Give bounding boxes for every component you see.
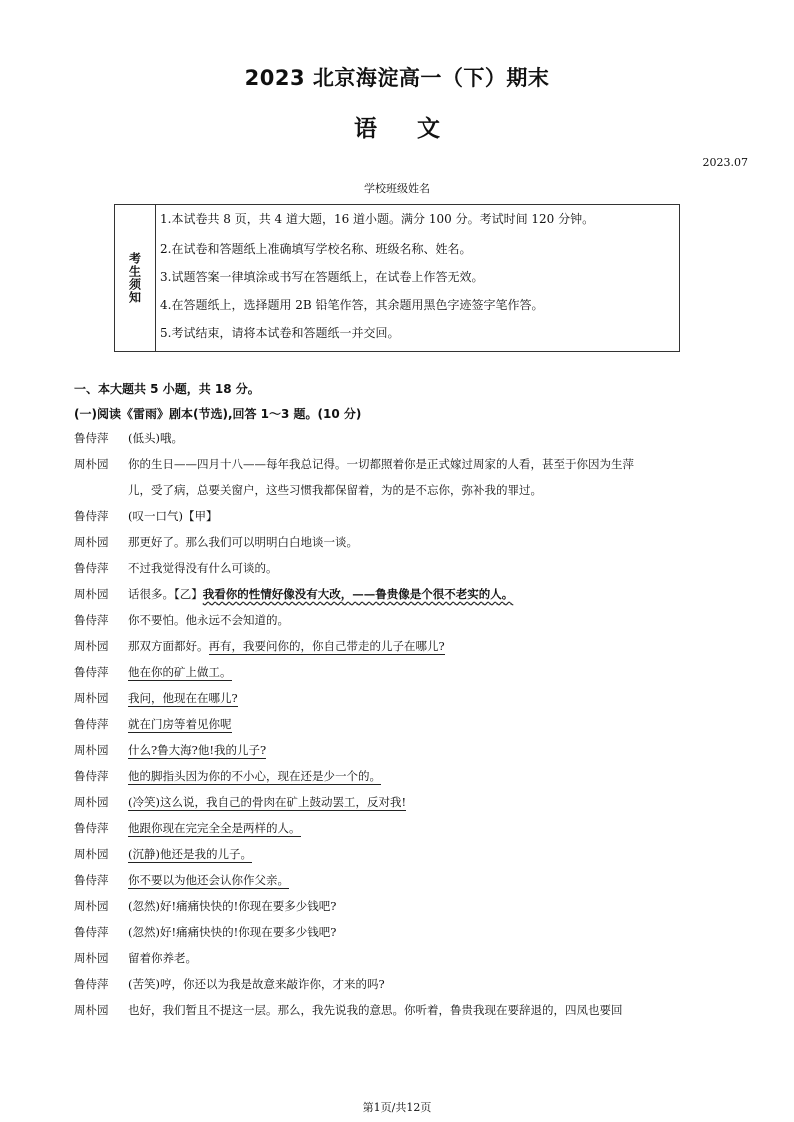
- speaker: 鲁侍萍: [74, 977, 109, 991]
- dialogue-line: [74, 870, 734, 896]
- underlined-text: 就在门房等着见你呢: [128, 717, 232, 731]
- line-text: [128, 792, 734, 818]
- speaker: 周朴园: [74, 951, 109, 965]
- line-text: 不过我觉得没有什么可谈的。: [128, 561, 278, 575]
- exam-notice-box: [114, 204, 680, 352]
- underlined-text: (沉静)他还是我的儿子。: [128, 847, 252, 861]
- line-text: [128, 870, 734, 896]
- dialogue-line: [74, 818, 734, 844]
- speaker: 鲁侍萍: [74, 509, 109, 523]
- line-text: [128, 688, 734, 714]
- speaker: 周朴园: [74, 743, 109, 757]
- line-text: [128, 662, 734, 688]
- line-text: 留着你养老。: [128, 951, 197, 965]
- line-text: (低头)哦。: [128, 431, 183, 445]
- line-text: (叹一口气)【甲】: [128, 509, 218, 523]
- dialogue-line: [74, 584, 734, 610]
- line-text: [128, 740, 734, 766]
- notice-heading: 考生须知: [127, 252, 142, 304]
- speaker: 鲁侍萍: [74, 821, 109, 835]
- dialogue-line: [74, 792, 734, 818]
- dialogue-line: [74, 948, 734, 974]
- speaker: 周朴园: [74, 691, 109, 705]
- page-title: 2023 北京海淀高一（下）期末: [244, 66, 550, 90]
- line-text: 儿，受了病，总要关窗户，这些习惯我都保留着，为的是不忘你，弥补我的罪过。: [128, 483, 542, 497]
- dialogue-line: [74, 1000, 734, 1026]
- dialogue-passage: [74, 428, 734, 1026]
- speaker: 周朴园: [74, 795, 109, 809]
- underlined-text: (冷笑)这么说，我自己的骨肉在矿上鼓动罢工，反对我!: [128, 795, 407, 809]
- underlined-text: 我问，他现在在哪儿?: [128, 691, 238, 705]
- notice-item: 4.在答题纸上，选择题用 2B 铅笔作答，其余题用黑色字迹签字笔作答。: [160, 298, 544, 312]
- section-heading: 一、本大题共 5 小题，共 18 分。: [74, 382, 260, 396]
- line-text: (苦笑)哼，你还以为我是故意来敲诈你，才来的吗?: [128, 977, 385, 991]
- dialogue-line: [74, 662, 734, 688]
- speaker: 鲁侍萍: [74, 431, 109, 445]
- speaker: 周朴园: [74, 587, 109, 601]
- part-heading: (一)阅读《雷雨》剧本(节选),回答 1～3 题。(10 分): [74, 407, 362, 421]
- speaker: [74, 480, 128, 506]
- line-text-plain: 话很多。【乙】: [128, 587, 203, 601]
- exam-date: 2023.07: [702, 156, 748, 169]
- dialogue-line: [74, 740, 734, 766]
- speaker: 周朴园: [74, 899, 109, 913]
- notice-item: 1.本试卷共 8 页，共 4 道大题，16 道小题。满分 100 分。考试时间 120 分钟。: [160, 212, 595, 226]
- notice-items: [156, 205, 679, 351]
- underlined-text: 再有，我要问你的，你自己带走的儿子在哪儿?: [208, 639, 445, 653]
- speaker: 鲁侍萍: [74, 925, 109, 939]
- underlined-text: 什么?鲁大海?他!我的儿子?: [128, 743, 267, 757]
- underlined-text: 他的脚指头因为你的不小心，现在还是少一个的。: [128, 769, 381, 783]
- speaker: 周朴园: [74, 457, 109, 471]
- dialogue-line: [74, 558, 734, 584]
- subject-title: 语文: [354, 116, 480, 142]
- speaker: 鲁侍萍: [74, 561, 109, 575]
- page-number-footer: 第1页/共12页: [362, 1101, 432, 1114]
- line-text-plain: 那双方面都好。: [128, 639, 209, 653]
- speaker: 鲁侍萍: [74, 613, 109, 627]
- notice-item: 5.考试结束，请将本试卷和答题纸一并交回。: [160, 326, 400, 340]
- line-text: 那更好了。那么我们可以明明白白地谈一谈。: [128, 535, 358, 549]
- line-text: [128, 766, 734, 792]
- notice-heading-cell: [115, 205, 156, 351]
- line-text: 你不要怕。他永远不会知道的。: [128, 613, 289, 627]
- dialogue-line: [74, 688, 734, 714]
- notice-item: 3.试题答案一律填涂或书写在答题纸上，在试卷上作答无效。: [160, 270, 484, 284]
- dialogue-line: [74, 506, 734, 532]
- notice-item: 2.在试卷和答题纸上准确填写学校名称、班级名称、姓名。: [160, 242, 472, 256]
- dialogue-line: [74, 532, 734, 558]
- speaker: 鲁侍萍: [74, 769, 109, 783]
- line-text: [128, 844, 734, 870]
- dialogue-line: [74, 922, 734, 948]
- speaker: 周朴园: [74, 639, 109, 653]
- dialogue-line: [74, 766, 734, 792]
- line-text: 你的生日——四月十八——每年我总记得。一切都照着你是正式嫁过周家的人看，甚至于你因为生萍: [128, 457, 634, 471]
- speaker: 周朴园: [74, 1003, 109, 1017]
- speaker: 鲁侍萍: [74, 665, 109, 679]
- dialogue-line-continued: [74, 480, 734, 506]
- underlined-text: 你不要以为他还会认你作父亲。: [128, 873, 289, 887]
- dialogue-line: [74, 896, 734, 922]
- line-text: [128, 818, 734, 844]
- underlined-text: 他在你的矿上做工。: [128, 665, 232, 679]
- line-text: [128, 714, 734, 740]
- school-class-name-line: 学校班级姓名: [364, 182, 430, 195]
- dialogue-line: [74, 844, 734, 870]
- speaker: 鲁侍萍: [74, 873, 109, 887]
- dialogue-line: [74, 636, 734, 662]
- dialogue-line: [74, 714, 734, 740]
- line-text: (忽然)好!痛痛快快的!你现在要多少钱吧?: [128, 925, 337, 939]
- dialogue-line: [74, 428, 734, 454]
- line-text: [128, 636, 734, 662]
- line-text: 也好，我们暂且不提这一层。那么，我先说我的意思。你听着，鲁贵我现在要辞退的，四凤也要回: [128, 1003, 623, 1017]
- wavy-underlined-text: 我看你的性情好像没有大改，——鲁贵像是个很不老实的人。: [202, 587, 514, 601]
- speaker: 周朴园: [74, 535, 109, 549]
- dialogue-line: [74, 454, 734, 480]
- line-text: (忽然)好!痛痛快快的!你现在要多少钱吧?: [128, 899, 337, 913]
- line-text: [128, 584, 734, 610]
- speaker: 鲁侍萍: [74, 717, 109, 731]
- dialogue-line: [74, 610, 734, 636]
- speaker: 周朴园: [74, 847, 109, 861]
- underlined-text: 他跟你现在完完全全是两样的人。: [128, 821, 301, 835]
- dialogue-line: [74, 974, 734, 1000]
